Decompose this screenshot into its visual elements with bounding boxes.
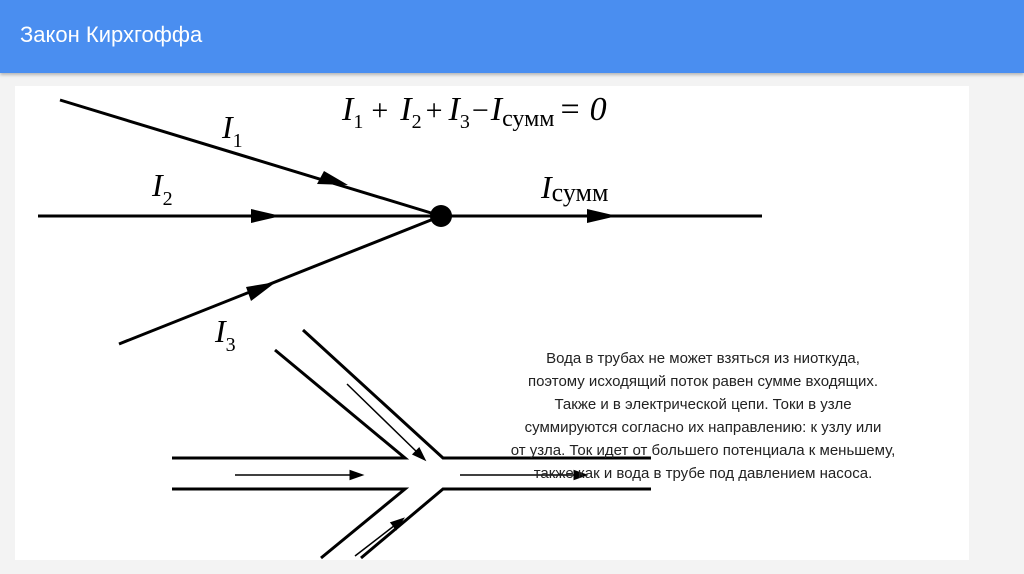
arrow-i1: [317, 171, 348, 185]
diagram-canvas: [15, 86, 969, 560]
arrow-isum: [587, 209, 617, 223]
label-i2: $I_2$: [152, 167, 173, 210]
slide-header: [0, 0, 1024, 73]
label-i1: $I_1$: [222, 109, 243, 152]
explanation-text: [438, 347, 968, 485]
pipe-output-lower-wall: [361, 489, 651, 558]
label-i3: $I_3$: [215, 313, 236, 356]
wire-i3: [119, 216, 441, 344]
explanation-line: Также и в электрической цепи. Токи в узле: [554, 396, 852, 413]
flow-lower-pipe: [355, 522, 399, 556]
explanation-line: также как и вода в трубе под давлением насоса.: [533, 465, 873, 482]
label-isum: Iсумм: [541, 169, 609, 207]
pipe-lower-wall: [172, 489, 405, 558]
kirchhoff-formula: $I_1 + I_2$ + $I_3-Iсумм = 0$: [342, 91, 607, 133]
explanation-line: от узла. Ток идет от большего потенциала к меньшему,: [510, 442, 896, 459]
slide-title: Закон Кирхгоффа: [20, 22, 203, 47]
kirchhoff-diagram: [15, 86, 969, 560]
junction-node: [430, 205, 452, 227]
current-lines: [38, 100, 762, 344]
explanation-line: поэтому исходящий поток равен сумме входящих.: [527, 373, 879, 390]
pipe-upper-wall-inner: [172, 350, 405, 458]
explanation-line: Вода в трубах не может взяться из ниоткуда,: [546, 350, 860, 367]
arrow-i2: [251, 209, 281, 223]
explanation-line: суммируются согласно их направлению: к узлу или: [524, 419, 882, 436]
arrow-i3: [246, 282, 276, 301]
